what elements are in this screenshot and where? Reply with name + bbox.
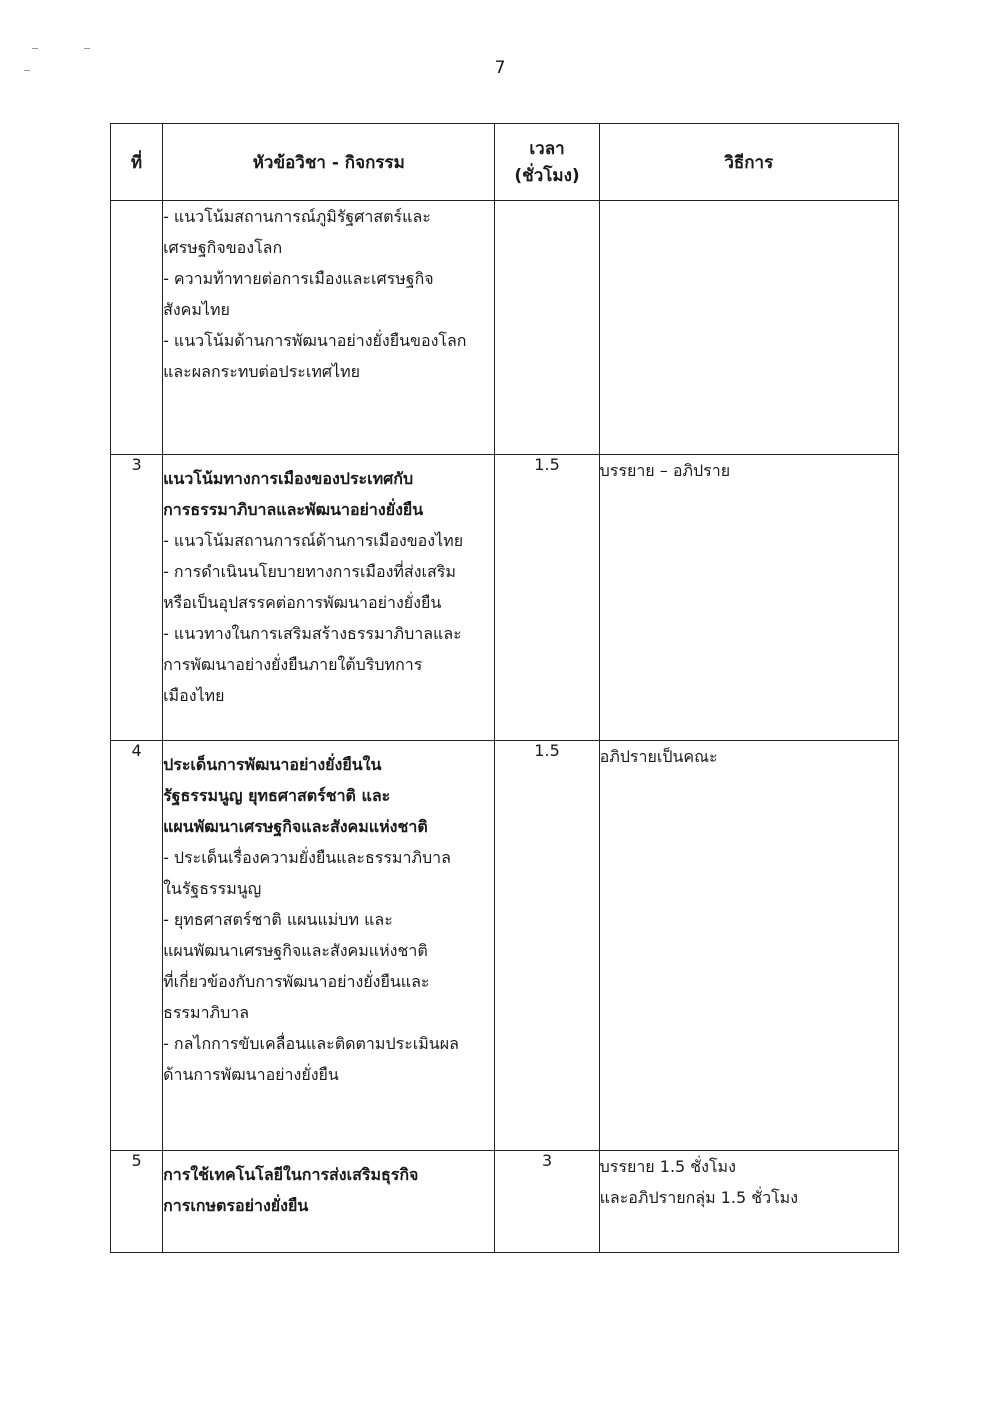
row-topic-cell: [163, 1151, 495, 1253]
topic-item: และผลกระทบต่อประเทศไทย: [163, 362, 361, 381]
topic-title-line: การธรรมาภิบาลและพัฒนาอย่างยั่งยืน: [163, 500, 424, 519]
topic-item: - แนวทางในการเสริมสร้างธรรมาภิบาลและ: [163, 624, 462, 643]
topic-title-line: การเกษตรอย่างยั่งยืน: [163, 1196, 309, 1215]
table-row: [111, 455, 899, 741]
topic-item: สังคมไทย: [163, 300, 230, 319]
row-method-cell: [599, 455, 898, 741]
header-method: วิธีการ: [599, 124, 898, 201]
row-no-cell: 5: [111, 1151, 163, 1253]
topic-item: ที่เกี่ยวข้องกับการพัฒนาอย่างยั่งยืนและ: [163, 972, 430, 991]
topic-item: ธรรมาภิบาล: [163, 1003, 250, 1022]
topic-item: หรือเป็นอุปสรรคต่อการพัฒนาอย่างยั่งยืน: [163, 593, 442, 612]
topic-item: เศรษฐกิจของโลก: [163, 238, 283, 257]
topic-title-line: แผนพัฒนาเศรษฐกิจและสังคมแห่งชาติ: [163, 817, 428, 836]
method-line: บรรยาย – อภิปราย: [599, 461, 731, 480]
method-line: บรรยาย 1.5 ชั่งโมง: [599, 1157, 736, 1176]
topic-item: - กลไกการขับเคลื่อนและติดตามประเมินผล: [163, 1034, 459, 1053]
method-line: อภิปรายเป็นคณะ: [599, 747, 718, 766]
topic-item: - ความท้าทายต่อการเมืองและเศรษฐกิจ: [163, 269, 434, 288]
topic-item: แผนพัฒนาเศรษฐกิจและสังคมแห่งชาติ: [163, 941, 428, 960]
row-no-cell: 4: [111, 741, 163, 1151]
header-topic: หัวข้อวิชา - กิจกรรม: [163, 124, 495, 201]
row-hours-cell: 1.5: [495, 455, 599, 741]
row-topic-cell: [163, 741, 495, 1151]
schedule-table: [110, 123, 899, 1253]
row-method-cell: [599, 201, 898, 455]
table-header-row: [111, 124, 899, 201]
table-row: [111, 201, 899, 455]
topic-item: - ประเด็นเรื่องความยั่งยืนและธรรมาภิบาล: [163, 848, 451, 867]
topic-title-line: แนวโน้มทางการเมืองของประเทศกับ: [163, 469, 414, 488]
scan-speck: [32, 48, 38, 49]
page-number: 7: [494, 58, 506, 78]
topic-item: - ยุทธศาสตร์ชาติ แผนแม่บท และ: [163, 910, 393, 929]
topic-item: - แนวโน้มสถานการณ์ด้านการเมืองของไทย: [163, 531, 464, 550]
scan-speck: [84, 48, 90, 49]
header-hours: [495, 124, 599, 201]
row-method-cell: [599, 741, 898, 1151]
topic-item: เมืองไทย: [163, 686, 225, 705]
topic-title-line: การใช้เทคโนโลยีในการส่งเสริมธุรกิจ: [163, 1165, 419, 1184]
row-method-cell: [599, 1151, 898, 1253]
topic-title-line: รัฐธรรมนูญ ยุทธศาสตร์ชาติ และ: [163, 786, 391, 805]
table-row: [111, 741, 899, 1151]
table-row: [111, 1151, 899, 1253]
row-hours-cell: 1.5: [495, 741, 599, 1151]
topic-item: ในรัฐธรรมนูญ: [163, 879, 262, 898]
header-hours-line1: เวลา: [529, 139, 565, 159]
row-topic-cell: [163, 201, 495, 455]
topic-item: การพัฒนาอย่างยั่งยืนภายใต้บริบทการ: [163, 655, 423, 674]
header-no: ที่: [111, 124, 163, 201]
topic-item: - การดำเนินนโยบายทางการเมืองที่ส่งเสริม: [163, 562, 456, 581]
header-hours-line2: (ชั่วโมง): [514, 166, 580, 186]
topic-title-line: ประเด็นการพัฒนาอย่างยั่งยืนใน: [163, 755, 382, 774]
row-topic-cell: [163, 455, 495, 741]
row-no-cell: [111, 201, 163, 455]
topic-item: - แนวโน้มด้านการพัฒนาอย่างยั่งยืนของโลก: [163, 331, 467, 350]
scan-speck: [24, 70, 30, 71]
row-hours-cell: 3: [495, 1151, 599, 1253]
row-hours-cell: [495, 201, 599, 455]
row-no-cell: 3: [111, 455, 163, 741]
method-line: และอภิปรายกลุ่ม 1.5 ชั่วโมง: [599, 1188, 799, 1207]
topic-item: - แนวโน้มสถานการณ์ภูมิรัฐศาสตร์และ: [163, 207, 431, 226]
topic-item: ด้านการพัฒนาอย่างยั่งยืน: [163, 1065, 339, 1084]
